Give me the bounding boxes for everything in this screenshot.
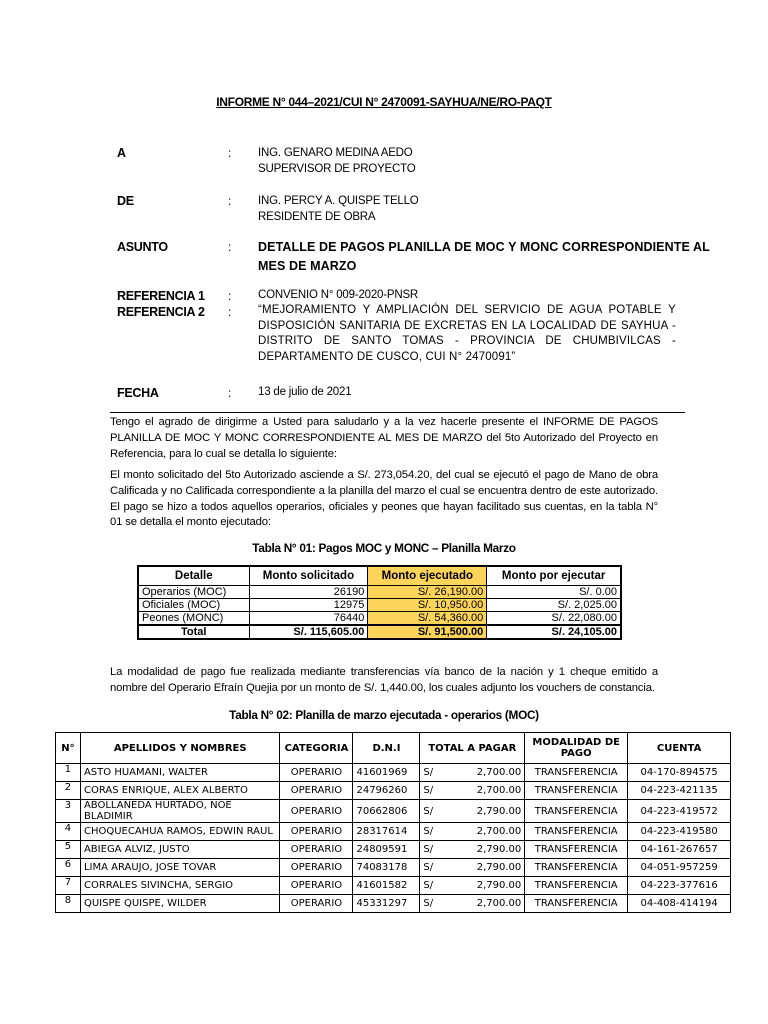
row-total (420, 823, 525, 841)
row-account: 04-223-419572 (628, 800, 731, 823)
row-name: CORAS ENRIQUE, ALEX ALBERTO (80, 782, 280, 800)
ref1-colon: : (228, 289, 232, 303)
table2-header-account: CUENTA (628, 733, 731, 764)
table2-row (56, 877, 731, 895)
row-category: OPERARIO (280, 877, 353, 895)
row-currency: S/ (423, 805, 434, 817)
row-dni: 24796260 (353, 782, 420, 800)
row-currency: S/ (423, 862, 434, 873)
row-category: OPERARIO (280, 764, 353, 782)
table1-cell: S/. 22,080.00 (487, 612, 621, 626)
row-number: 4 (56, 823, 81, 841)
ref2-label: REFERENCIA 2 (117, 305, 205, 319)
row-amount: 2,790.00 (476, 805, 522, 817)
table1-header-detalle: Detalle (138, 566, 249, 586)
table2-row (56, 895, 731, 913)
table2-row (56, 823, 731, 841)
row-currency: S/ (423, 826, 434, 837)
table1-total-ejecutado: S/. 91,500.00 (368, 625, 487, 639)
row-modality: TRANSFERENCIA (525, 764, 628, 782)
row-number: 5 (56, 841, 81, 859)
date-colon: : (228, 386, 232, 400)
row-amount: 2,700.00 (476, 898, 522, 909)
row-total (420, 841, 525, 859)
paragraph-payment-mode: La modalidad de pago fue realizada mediante transferencias vía banco de la nación y 1 cheque emitido a nombre del Operario Efraín Quejia por un monto de S/. 1,440.00, los cuales adjunto los vouchers de constancia. (110, 666, 658, 694)
table2-header-row (56, 733, 731, 764)
table1-row (138, 612, 621, 626)
table1-cell: 76440 (249, 612, 368, 626)
row-category: OPERARIO (280, 895, 353, 913)
row-dni: 24809591 (353, 841, 420, 859)
to-name: ING. GENARO MEDINA AEDO (258, 147, 413, 159)
table1-header-ejecutado: Monto ejecutado (368, 566, 487, 586)
table1-cell: S/. 10,950.00 (368, 599, 487, 612)
from-colon: : (228, 194, 232, 208)
row-modality: TRANSFERENCIA (525, 782, 628, 800)
table1-cell: Operarios (MOC) (138, 586, 249, 599)
row-category: OPERARIO (280, 841, 353, 859)
row-dni: 41601582 (353, 877, 420, 895)
row-amount: 2,700.00 (476, 767, 522, 778)
row-category: OPERARIO (280, 800, 353, 823)
row-name: ABIEGA ALVIZ, JUSTO (80, 841, 280, 859)
row-name: ASTO HUAMANI, WALTER (80, 764, 280, 782)
to-label: A (117, 146, 126, 160)
table1-row (138, 599, 621, 612)
row-number: 6 (56, 859, 81, 877)
row-name: QUISPE QUISPE, WILDER (80, 895, 280, 913)
report-title: INFORME N° 044–2021/CUI N° 2470091-SAYHUA/NE/RO-PAQT (216, 95, 552, 109)
row-total (420, 764, 525, 782)
row-total (420, 782, 525, 800)
table1-cell: S/. 54,360.00 (368, 612, 487, 626)
table1-cell: S/. 0.00 (487, 586, 621, 599)
row-number: 3 (56, 800, 81, 823)
table1-header-solicitado: Monto solicitado (249, 566, 368, 586)
table1-header-por-ejecutar: Monto por ejecutar (487, 566, 621, 586)
row-account: 04-051-957259 (628, 859, 731, 877)
row-account: 04-170-894575 (628, 764, 731, 782)
row-name: LIMA ARAUJO, JOSE TOVAR (80, 859, 280, 877)
row-total (420, 895, 525, 913)
row-account: 04-223-419580 (628, 823, 731, 841)
table2-header-n: N° (56, 733, 81, 764)
ref1-label: REFERENCIA 1 (117, 289, 205, 303)
row-currency: S/ (423, 785, 434, 796)
row-amount: 2,700.00 (476, 826, 522, 837)
row-modality: TRANSFERENCIA (525, 841, 628, 859)
row-currency: S/ (423, 767, 434, 778)
row-category: OPERARIO (280, 859, 353, 877)
row-number: 2 (56, 782, 81, 800)
row-modality: TRANSFERENCIA (525, 800, 628, 823)
row-dni: 70662806 (353, 800, 420, 823)
row-category: OPERARIO (280, 782, 353, 800)
to-colon: : (228, 146, 232, 160)
row-account: 04-223-421135 (628, 782, 731, 800)
date-label: FECHA (117, 386, 159, 400)
row-total (420, 800, 525, 823)
row-amount: 2,790.00 (476, 844, 522, 855)
row-name: CHOQUECAHUA RAMOS, EDWIN RAUL (80, 823, 280, 841)
table2-row (56, 764, 731, 782)
row-number: 1 (56, 764, 81, 782)
table2-header-modality: MODALIDAD DE PAGO (525, 733, 628, 764)
table1-header-row (138, 566, 621, 586)
table2-row (56, 800, 731, 823)
from-role: RESIDENTE DE OBRA (258, 211, 376, 223)
table1-total-label: Total (138, 625, 249, 639)
row-number: 7 (56, 877, 81, 895)
date-value: 13 de julio de 2021 (258, 386, 352, 398)
row-name: CORRALES SIVINCHA, SERGIO (80, 877, 280, 895)
row-dni: 74083178 (353, 859, 420, 877)
table2-header-dni: D.N.I (353, 733, 420, 764)
table1-row (138, 586, 621, 599)
table1-cell: S/. 26,190.00 (368, 586, 487, 599)
row-total (420, 859, 525, 877)
subject-label: ASUNTO (117, 240, 168, 254)
row-name: ABOLLANEDA HURTADO, NOE BLADIMIR (80, 800, 280, 823)
table2-header-name: APELLIDOS Y NOMBRES (80, 733, 280, 764)
row-dni: 45331297 (353, 895, 420, 913)
table2-row (56, 841, 731, 859)
row-account: 04-408-414194 (628, 895, 731, 913)
from-label: DE (117, 194, 134, 208)
table1-cell: Peones (MONC) (138, 612, 249, 626)
table2-header-category: CATEGORIA (280, 733, 353, 764)
from-name: ING. PERCY A. QUISPE TELLO (258, 195, 419, 207)
row-amount: 2,790.00 (476, 880, 522, 891)
ref2-colon: : (228, 305, 232, 319)
row-currency: S/ (423, 844, 434, 855)
subject-line2: MES DE MARZO (258, 259, 357, 273)
row-currency: S/ (423, 898, 434, 909)
table2-row (56, 782, 731, 800)
table2-header-total: TOTAL A PAGAR (420, 733, 525, 764)
row-amount: 2,700.00 (476, 785, 522, 796)
row-modality: TRANSFERENCIA (525, 877, 628, 895)
subject-colon: : (228, 240, 232, 254)
row-total (420, 877, 525, 895)
to-role: SUPERVISOR DE PROYECTO (258, 163, 416, 175)
row-modality: TRANSFERENCIA (525, 823, 628, 841)
row-modality: TRANSFERENCIA (525, 859, 628, 877)
row-account: 04-161-267657 (628, 841, 731, 859)
table1-cell: S/. 2,025.00 (487, 599, 621, 612)
table1-cell: Oficiales (MOC) (138, 599, 249, 612)
row-dni: 28317614 (353, 823, 420, 841)
table1-total-por-ejecutar: S/. 24,105.00 (487, 625, 621, 639)
table2-row (56, 859, 731, 877)
table1-cell: 26190 (249, 586, 368, 599)
row-account: 04-223-377616 (628, 877, 731, 895)
divider (110, 412, 685, 413)
row-dni: 41601969 (353, 764, 420, 782)
subject-line1: DETALLE DE PAGOS PLANILLA DE MOC Y MONC CORRESPONDIENTE AL (258, 240, 710, 254)
payments-summary-table (137, 565, 622, 640)
row-modality: TRANSFERENCIA (525, 895, 628, 913)
operarios-payroll-table (55, 732, 731, 913)
table1-total-solicitado: S/. 115,605.00 (249, 625, 368, 639)
row-amount: 2,790.00 (476, 862, 522, 873)
ref1-value: CONVENIO N° 009-2020-PNSR (258, 289, 419, 301)
paragraph-amount: El monto solicitado del 5to Autorizado asciende a S/. 273,054.20, del cual se ejecutó el pago de Mano de obra Calificada y no Calificada correspondiente a la planilla del marzo el cual se encuentra dentro de este autorizado. El pago se hizo a todos aquellos operarios, oficiales y peones que hayan facilitado sus cuentas, en la tabla N° 01 se detalla el monto ejecutado: (110, 469, 658, 529)
table1-cell: 12975 (249, 599, 368, 612)
paragraph-intro: Tengo el agrado de dirigirme a Usted para saludarlo y a la vez hacerle presente el INFORME DE PAGOS PLANILLA DE MOC Y MONC CORRESPONDIENTE AL MES DE MARZO del 5to Autorizado del Proyecto en Referencia, para lo cual se detalla lo siguiente: (110, 416, 658, 460)
table2-title: Tabla N° 02: Planilla de marzo ejecutada - operarios (MOC) (229, 708, 539, 722)
table1-total-row (138, 625, 621, 639)
ref2-value: “MEJORAMIENTO Y AMPLIACIÓN DEL SERVICIO DE AGUA POTABLE Y DISPOSICIÓN SANITARIA DE EXCRETAS EN LA LOCALIDAD DE SAYHUA - DISTRITO DE SANTO TOMAS - PROVINCIA DE CHUMBIVILCAS - DEPARTAMENTO DE CUSCO, CUI N° 2470091” (258, 304, 676, 363)
row-currency: S/ (423, 880, 434, 891)
row-number: 8 (56, 895, 81, 913)
row-category: OPERARIO (280, 823, 353, 841)
table1-title: Tabla N° 01: Pagos MOC y MONC – Planilla Marzo (252, 541, 516, 555)
